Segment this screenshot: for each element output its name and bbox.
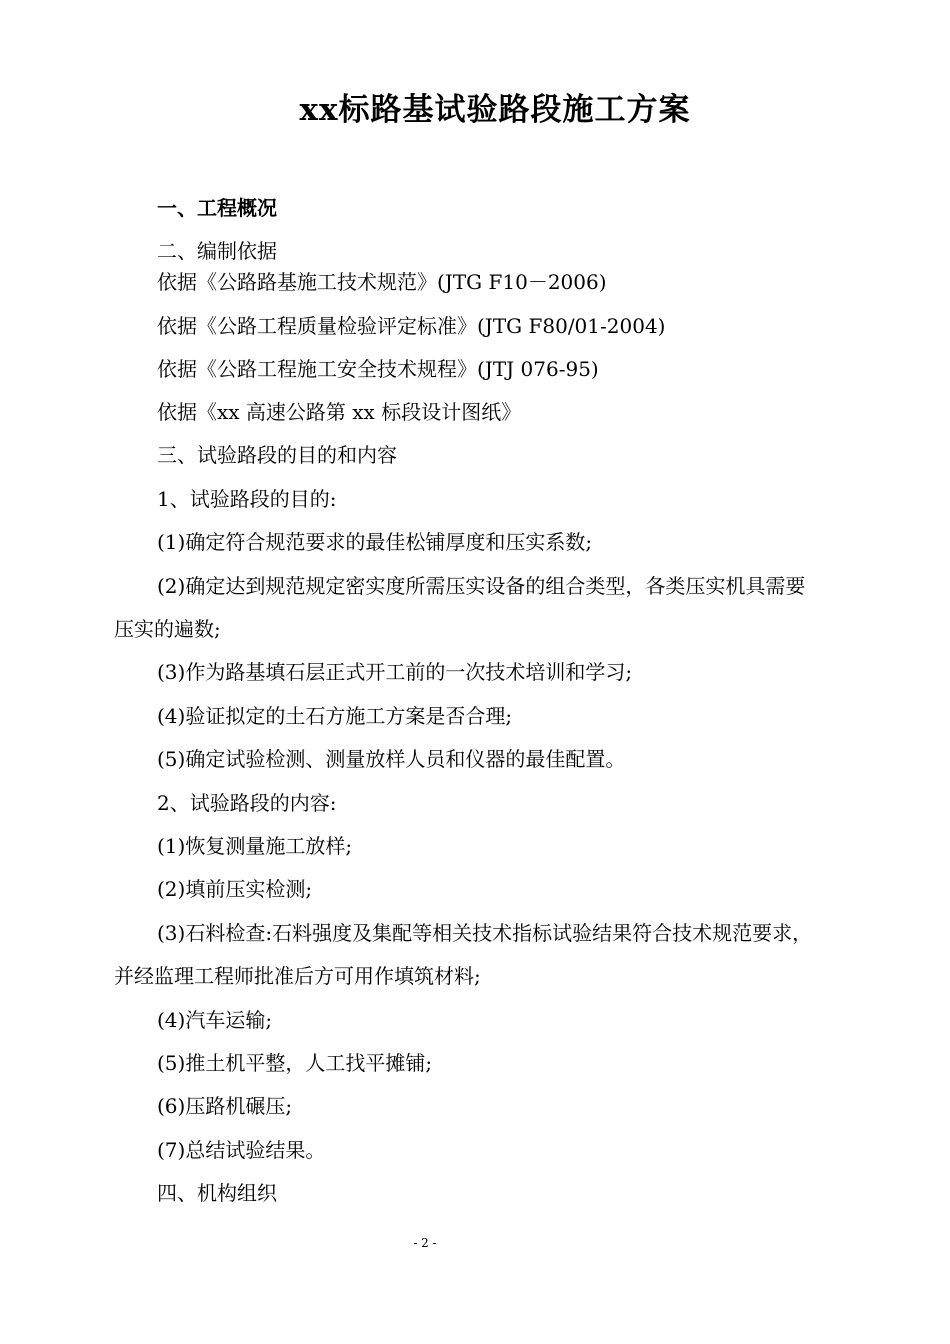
list-item: (3)石料检查:石料强度及集配等相关技术指标试验结果符合技术规范要求， <box>157 921 813 945</box>
list-item: (3)作为路基填石层正式开工前的一次技术培训和学习; <box>157 660 633 684</box>
basis-item: 依据《公路工程施工安全技术规程》(JTJ 076-95) <box>157 357 599 381</box>
basis-item: 依据《公路工程质量检验评定标准》(JTG F80/01-2004) <box>157 314 666 338</box>
list-item: (5)推土机平整，人工找平摊铺; <box>157 1051 433 1075</box>
list-item: (2)确定达到规范规定密实度所需压实设备的组合类型，各类压实机具需要 <box>157 574 806 598</box>
subsection-heading-content: 2、试验路段的内容: <box>157 791 337 815</box>
list-item: (6)压路机碾压; <box>157 1094 293 1118</box>
page-number: - 2 - <box>413 1236 437 1250</box>
list-item: (2)填前压实检测; <box>157 877 313 901</box>
list-item: (4)验证拟定的土石方施工方案是否合理; <box>157 704 513 728</box>
list-item-continuation: 并经监理工程师批准后方可用作填筑材料; <box>114 964 481 988</box>
list-item: (1)恢复测量施工放样; <box>157 834 353 858</box>
basis-item: 依据《xx 高速公路第 xx 标段设计图纸》 <box>157 400 522 424</box>
section-heading-organization: 四、机构组织 <box>157 1181 277 1205</box>
document-title: xx标路基试验路段施工方案 <box>299 92 691 128</box>
list-item: (7)总结试验结果。 <box>157 1138 326 1162</box>
section-heading-purpose-content: 三、试验路段的目的和内容 <box>157 443 397 467</box>
list-item: (1)确定符合规范要求的最佳松铺厚度和压实系数; <box>157 530 593 554</box>
list-item-continuation: 压实的遍数; <box>114 617 221 641</box>
section-heading-overview: 一、工程概况 <box>157 196 277 220</box>
list-item: (5)确定试验检测、测量放样人员和仪器的最佳配置。 <box>157 747 626 771</box>
section-heading-basis: 二、编制依据 <box>157 239 277 263</box>
basis-item: 依据《公路路基施工技术规范》(JTG F10－2006) <box>157 270 607 294</box>
subsection-heading-purpose: 1、试验路段的目的: <box>157 487 337 511</box>
list-item: (4)汽车运输; <box>157 1008 273 1032</box>
